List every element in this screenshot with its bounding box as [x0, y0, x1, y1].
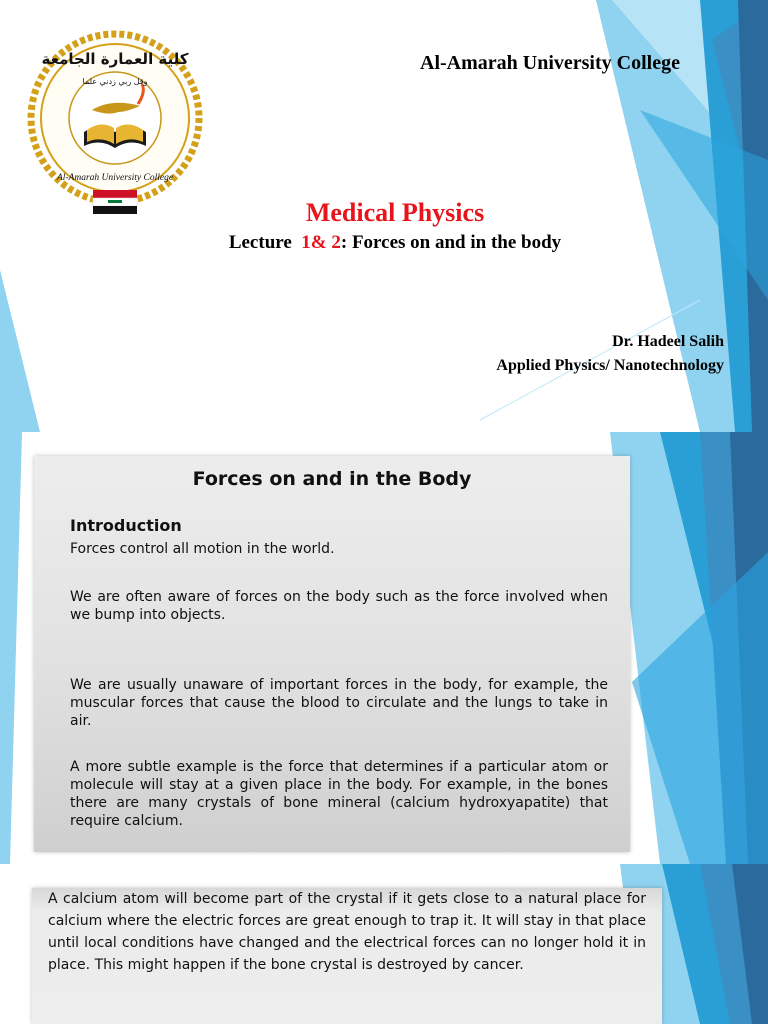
- section-heading: Introduction: [70, 516, 182, 535]
- introduction-slide: [0, 432, 768, 864]
- college-name: Al-Amarah University College: [420, 52, 680, 74]
- paragraph-2: We are often aware of forces on the body such as the force involved when we bump into objects.: [70, 589, 608, 623]
- logo-arabic-name: كلية العمارة الجامعة: [41, 50, 189, 68]
- slide-title: Forces on and in the Body: [192, 468, 472, 490]
- lecture-topic: : Forces on and in the body: [340, 232, 562, 253]
- content-panel: [32, 888, 662, 1024]
- calcium-paragraph: A calcium atom will become part of the crystal if it gets close to a natural place for calcium where the electric forces are great enough to trap it. It will stay in that place until local conditions have changed and the electrical forces can no longer hold it in place. This might happen if the bone crystal is destroyed by cancer.: [48, 891, 646, 973]
- paragraph-4: A more subtle example is the force that determines if a particular atom or molecule will stay at a given place in the body. For example, in the bones there are many crystals of bone mineral (calcium hydroxyapatite) that require calcium.: [70, 759, 608, 829]
- logo-english-name: Al-Amarah University College: [56, 173, 174, 183]
- college-logo: [22, 20, 208, 220]
- course-title: Medical Physics: [305, 198, 485, 227]
- author-name: Dr. Hadeel Salih: [612, 333, 724, 350]
- logo-arabic-motto: وقل ربي زدني علما: [82, 77, 148, 86]
- lecture-number: 1& 2: [301, 232, 341, 253]
- calcium-slide: [0, 864, 768, 1024]
- title-slide: [0, 0, 768, 432]
- lecture-prefix: Lecture: [228, 232, 302, 253]
- content-panel: [34, 456, 630, 852]
- author-block: [400, 330, 724, 378]
- paragraph-3: We are usually unaware of important forces in the body, for example, the muscular forces that cause the blood to circulate and the lungs to take in air.: [70, 677, 608, 729]
- lecture-line: [150, 232, 640, 254]
- paragraph-1: Forces control all motion in the world.: [70, 541, 335, 557]
- author-field: Applied Physics/ Nanotechnology: [496, 357, 724, 374]
